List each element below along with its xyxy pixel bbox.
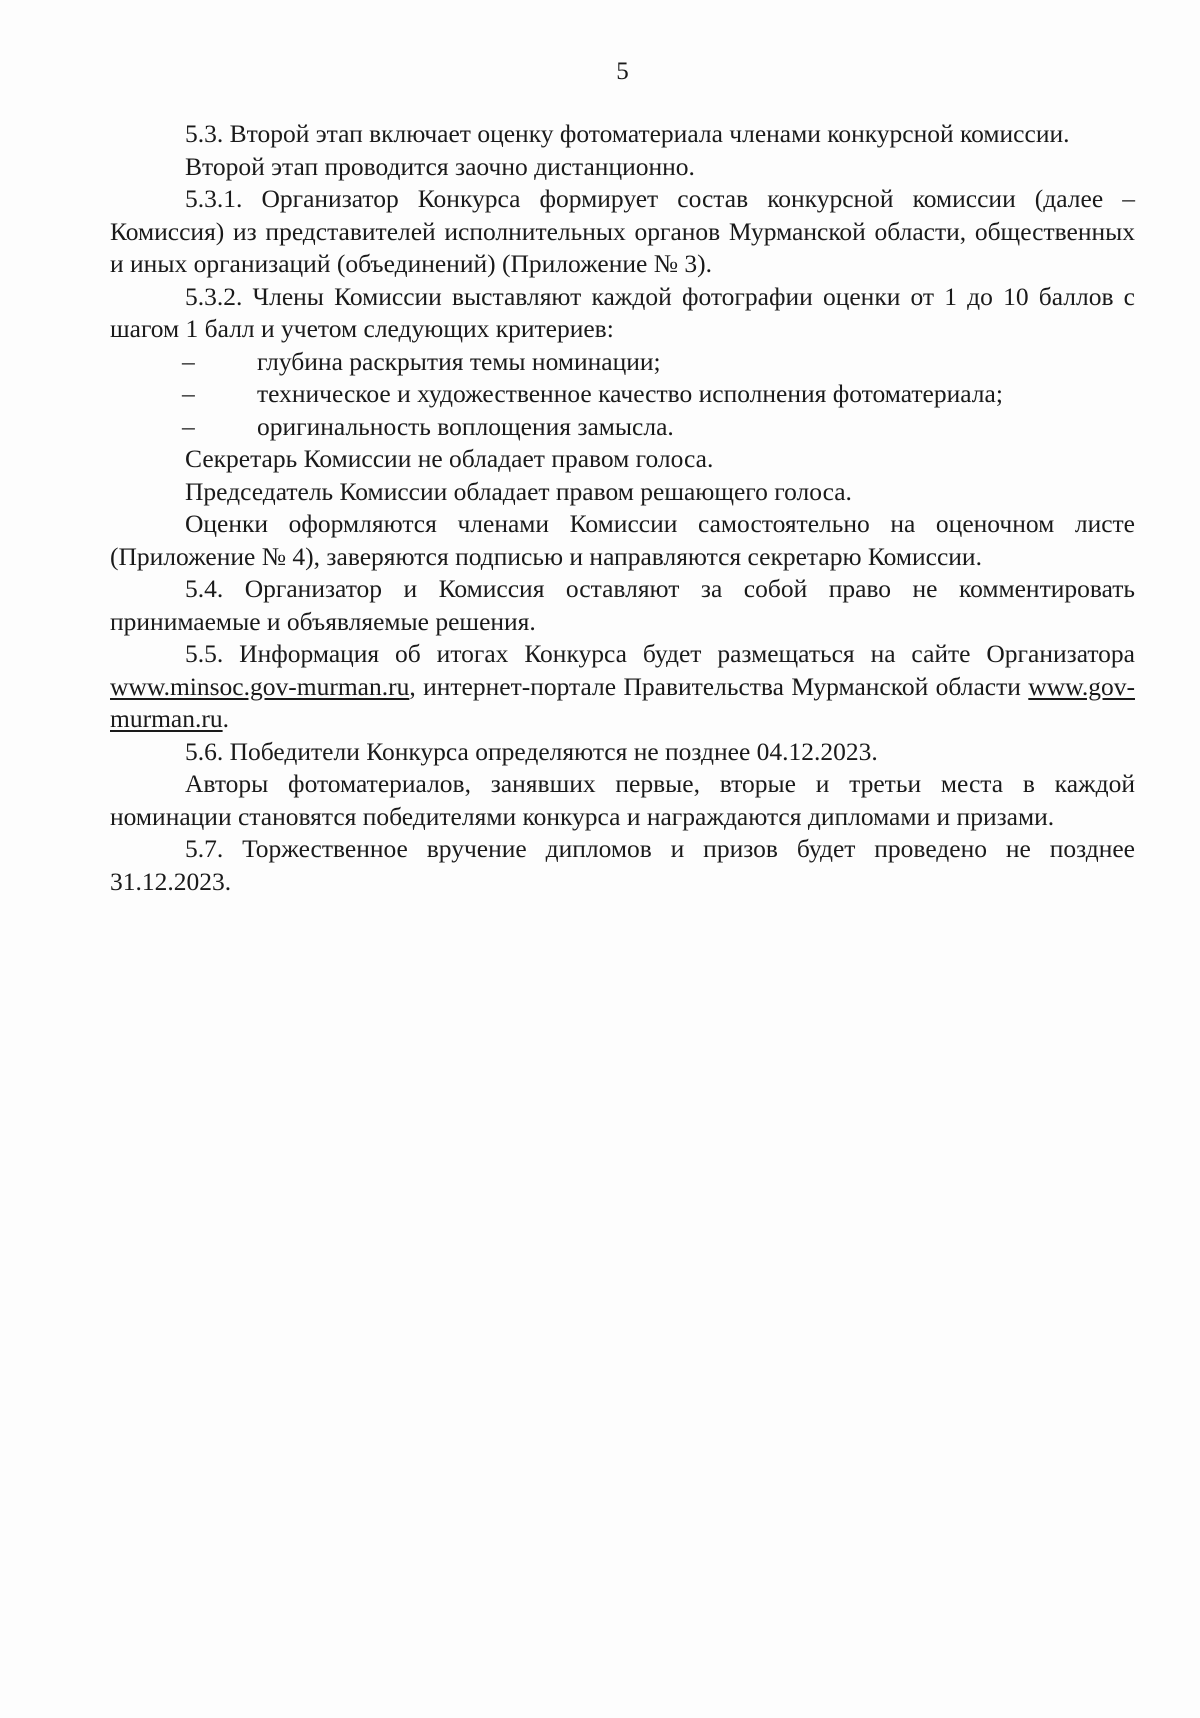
paragraph-5-7: 5.7. Торжественное вручение дипломов и призов будет проведено не позднее 31.12.2023. [110, 834, 1135, 896]
paragraph-5-6: 5.6. Победители Конкурса определяются не позднее 04.12.2023. [185, 736, 878, 766]
paragraph-5-3-1: 5.3.1. Организатор Конкурса формирует состав конкурсной комиссии (далее – Комиссия) из представителей исполнительных органов Мурманской области, общественных и иных организаций (объединений) (Приложение № 3). [110, 184, 1135, 278]
paragraph-5-5-text-mid: , интернет-портале Правительства Мурманской области [409, 671, 1029, 701]
paragraph-authors: Авторы фотоматериалов, занявших первые, вторые и третьи места в каждой номинации становятся победителями конкурса и награждаются дипломами и призами. [110, 769, 1135, 831]
gov-murman-link[interactable]: www.gov-murman.ru [110, 671, 1135, 733]
criteria-text: техническое и художественное качество исполнения фотоматериала; [257, 379, 1003, 408]
list-dash: – [182, 379, 195, 408]
paragraph-5-5-text: 5.5. Информация об итогах Конкурса будет размещаться на сайте Организатора [185, 639, 1135, 668]
document-body [110, 118, 1135, 898]
paragraph-5-3-remote: Второй этап проводится заочно дистанционно. [185, 151, 695, 181]
list-dash: – [182, 346, 195, 376]
list-dash: – [182, 411, 195, 441]
paragraph-chairman: Председатель Комиссии обладает правом решающего голоса. [185, 476, 852, 506]
criteria-text: глубина раскрытия темы номинации; [257, 346, 661, 376]
paragraph-secretary: Секретарь Комиссии не обладает правом голоса. [185, 444, 714, 473]
paragraph-5-3-2: 5.3.2. Члены Комиссии выставляют каждой фотографии оценки от 1 до 10 баллов с шагом 1 балл и учетом следующих критериев: [110, 281, 1135, 343]
page-number: 5 [616, 58, 629, 85]
criteria-list [110, 346, 1135, 444]
criteria-text: оригинальность воплощения замысла. [257, 411, 674, 441]
criteria-item [110, 378, 1135, 411]
paragraph-5-3: 5.3. Второй этап включает оценку фотоматериала членами конкурсной комиссии. [185, 119, 1070, 148]
paragraph-5-4: 5.4. Организатор и Комиссия оставляют за собой право не комментировать принимаемые и объявляемые решения. [110, 574, 1135, 636]
paragraph-scores: Оценки оформляются членами Комиссии самостоятельно на оценочном листе (Приложение № 4), заверяются подписью и направляются секретарю Комиссии. [110, 509, 1135, 571]
paragraph-5-5-end: . [222, 704, 229, 733]
minsoc-link[interactable]: www.minsoc.gov-murman.ru [110, 671, 410, 701]
criteria-item [110, 411, 1135, 444]
criteria-item [110, 346, 1135, 379]
paragraph-5-5 [110, 638, 1135, 736]
